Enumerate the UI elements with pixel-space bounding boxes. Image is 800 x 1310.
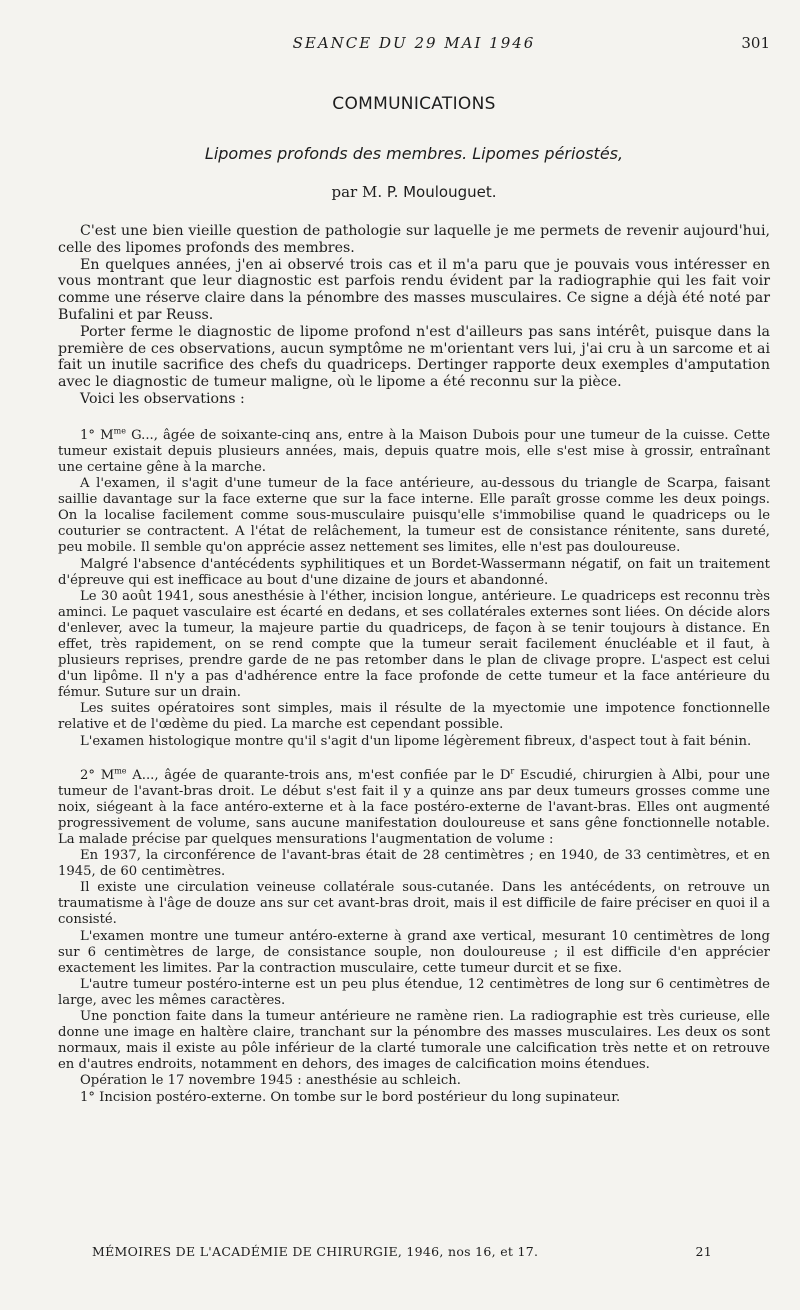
observation-number: 2° xyxy=(80,767,95,783)
title-abbr: $M^{me}$ xyxy=(100,766,127,783)
observation-paragraph: L'autre tumeur postéro-interne est un peu plus étendue, 12 centimètres de long sur 6 centimètres de large, avec les mêmes caractères. xyxy=(58,976,770,1008)
observation-paragraph: L'examen histologique montre qu'il s'agit d'un lipome légèrement fibreux, d'aspect tout à fait bénin. xyxy=(80,733,752,749)
observation-paragraph: Les suites opératoires sont simples, mais il résulte de la myectomie une impotence fonctionnelle relative et de l'œdème du pied. La marche est cependant possible. xyxy=(58,701,770,733)
observation-paragraph: 1° Incision postéro-externe. On tombe sur le bord postérieur du long supinateur. xyxy=(80,1089,621,1105)
title-abbr-sup: me xyxy=(113,426,126,436)
observation-text: A..., âgée de quarante-trois ans, m'est confiée par le D xyxy=(132,767,511,783)
introduction xyxy=(58,223,770,408)
observation-paragraph: En 1937, la circonférence de l'avant-bras était de 28 centimètres ; en 1940, de 33 centimètres, et en 1945, de 60 centimètres. xyxy=(58,848,770,880)
intro-paragraph: C'est une bien vieille question de pathologie sur laquelle je me permets de revenir aujourd'hui, celle des lipomes profonds des membres. xyxy=(58,223,770,256)
running-header xyxy=(58,34,770,58)
journal-citation: MÉMOIRES DE L'ACADÉMIE DE CHIRURGIE, 1946, nos 16, et 17. xyxy=(92,1244,539,1259)
observation-text: G..., âgée de soixante-cinq ans, entre à la Maison Dubois pour une tumeur de la cuisse. Cette tumeur existait depuis plusieurs années, mais, depuis quatre mois, elle s'est mise à grossir, entraînant une certaine gêne à la marche. xyxy=(58,427,770,475)
author-name: P. Moulouguet. xyxy=(386,183,497,201)
page-footer xyxy=(92,1244,712,1259)
observation-paragraph: L'examen montre une tumeur antéro-externe à grand axe vertical, mesurant 10 centimètres de long sur 6 centimètres de large, de consistance souple, non douloureuse ; il est difficile d'en apprécier exactement les limites. Par la contraction musculaire, cette tumeur durcit et se fixe. xyxy=(58,928,770,976)
page-number: 301 xyxy=(741,34,770,52)
author-line xyxy=(58,183,770,201)
observation-number: 1° xyxy=(80,427,95,443)
title-abbr: $M^{me}$ xyxy=(100,426,126,443)
observation-paragraph: Malgré l'absence d'antécédents syphilitiques et un Bordet-Wassermann négatif, on fait un traitement d'épreuve qui est inefficace au bout d'une dizaine de jours et abandonné. xyxy=(58,556,770,588)
title-abbr-sup: me xyxy=(114,766,127,776)
section-title: COMMUNICATIONS xyxy=(332,94,496,114)
observation-2-opening xyxy=(58,768,770,848)
dr-superscript: r xyxy=(510,766,515,776)
intro-paragraph: Porter ferme le diagnostic de lipome profond n'est d'ailleurs pas sans intérêt, puisque dans la première de ces observations, aucun symptôme ne m'orientant vers lui, j'ai cru à un sarcome et ai fait un inutile sacrifice des chefs du quadriceps. Dertinger rapporte deux exemples d'amputation avec le diagnostic de tumeur maligne, où le lipome a été reconnu sur la pièce. xyxy=(58,323,770,391)
observation-2 xyxy=(58,768,770,1106)
author-prefix: par M. xyxy=(331,183,387,201)
observation-text: Escudié, chirurgien à Albi, pour une tumeur de l'avant-bras droit. Le début s'est fait il y a quinze ans par deux tumeurs grosses comme une noix, siégeant à la face antéro-externe et à la face postéro-externe de l'avant-bras. Elles ont augmenté progressivement de volume, sans aucune manifestation douloureuse et sans gêne fonctionnelle notable. La malade précise par quelques mensurations l'augmentation de volume : xyxy=(58,767,770,848)
intro-paragraph: Voici les observations : xyxy=(80,390,245,407)
article-title: Lipomes profonds des membres. Lipomes périostés, xyxy=(204,144,624,163)
observation-paragraph: Le 30 août 1941, sous anesthésie à l'éther, incision longue, antérieure. Le quadriceps est reconnu très aminci. Le paquet vasculaire est écarté en dedans, et ses collatérales externes sont liées. On décide alors d'enlever, avec la tumeur, la majeure partie du quadriceps, de façon à se tenir toujours à distance. En effet, très rapidement, on se rend compte que la tumeur serait facilement énucléable et il faut, à plusieurs reprises, prendre garde de ne pas retomber dans le plan de clivage propre. L'aspect est celui d'un lipôme. Il n'y a pas d'adhérence entre la face profonde de cette tumeur et la face antérieure du fémur. Suture sur un drain. xyxy=(58,588,770,701)
intro-paragraph: En quelques années, j'en ai observé trois cas et il m'a paru que je pouvais vous intéresser en vous montrant que leur diagnostic est parfois rendu évident par la radiographie qui les fait voir comme une réserve claire dans la pénombre des masses musculaires. Ce signe a déjà été noté par Bufalini et par Reuss. xyxy=(58,256,770,323)
sheet-number: 21 xyxy=(695,1244,712,1259)
observation-1-opening xyxy=(58,428,770,476)
observation-paragraph: Une ponction faite dans la tumeur antérieure ne ramène rien. La radiographie est très curieuse, elle donne une image en haltère claire, tranchant sur la pénombre des masses musculaires. Les deux os sont normaux, mais il existe au pôle inférieur de la clarté tumorale une calcification très nette et on retrouve en d'autres endroits, notamment en dehors, des images de calcification moins étendues. xyxy=(58,1009,770,1073)
observation-paragraph: Opération le 17 novembre 1945 : anesthésie au schleich. xyxy=(80,1073,461,1089)
page xyxy=(58,34,770,1106)
observation-1 xyxy=(58,428,770,750)
observation-paragraph: A l'examen, il s'agit d'une tumeur de la face antérieure, au-dessous du triangle de Scarpa, faisant saillie davantage sur la face externe que sur la face interne. Elle paraît grosse comme les deux poings. On la localise facilement comme sous-musculaire puisqu'elle s'immobilise quand le quadriceps ou le couturier se contractent. A l'état de relâchement, la tumeur est de consistance rénitente, sans dureté, peu mobile. Il semble qu'on apprécie assez nettement ses limites, elle n'est pas douloureuse. xyxy=(58,476,770,556)
running-title: SEANCE DU 29 MAI 1946 xyxy=(292,34,536,52)
observation-paragraph: Il existe une circulation veineuse collatérale sous-cutanée. Dans les antécédents, on retrouve un traumatisme à l'âge de douze ans sur cet avant-bras droit, mais il est difficile de faire préciser en quoi il a consisté. xyxy=(58,880,770,928)
